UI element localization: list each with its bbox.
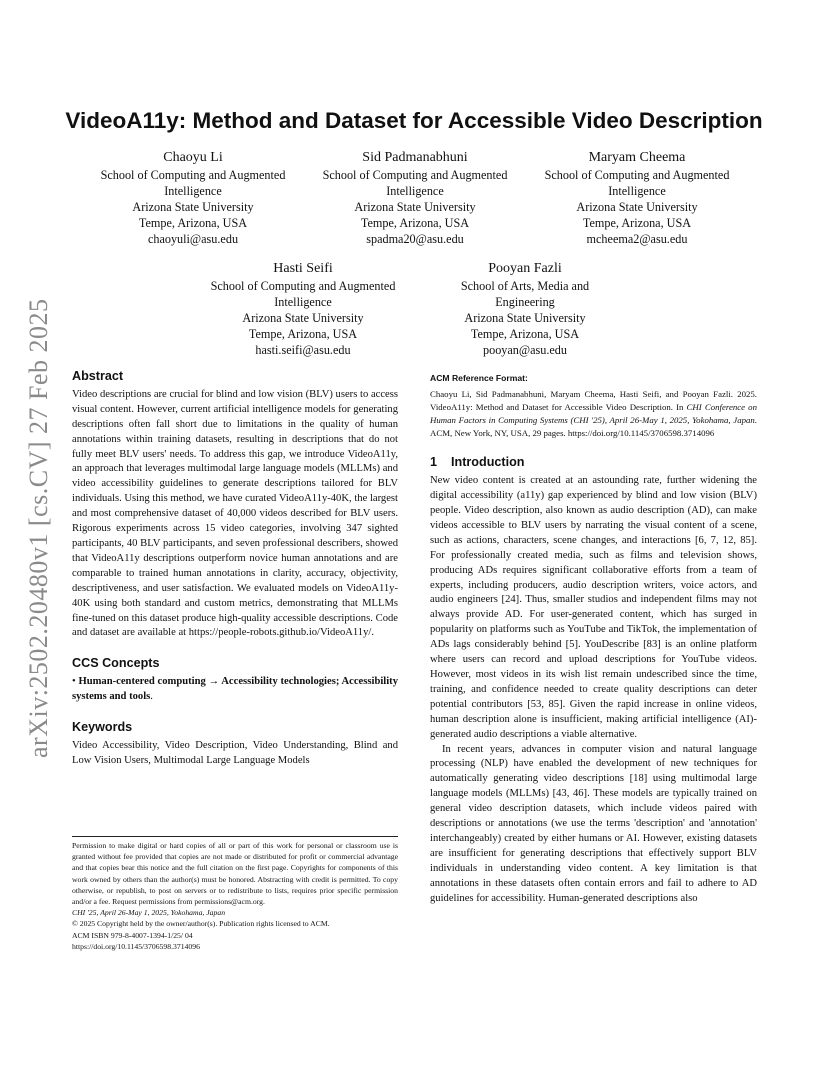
keywords-heading: Keywords — [72, 720, 133, 735]
acm-ref-authors: Chaoyu Li, Sid Padmanabhuni, Maryam Cheema, Hasti Seifi, and Pooyan Fazli. 2025. VideoA11y: Method and Dataset for Accessible Video Description. In — [430, 388, 757, 412]
author-email: hasti.seifi@asu.edu — [255, 343, 351, 357]
author-block — [528, 148, 746, 247]
introduction-heading — [430, 455, 757, 470]
author-name: Chaoyu Li — [163, 150, 223, 165]
author-name: Pooyan Fazli — [488, 261, 562, 276]
author-affiliation: School of Computing and Augmented — [322, 168, 508, 182]
author-affiliation: Intelligence — [164, 184, 222, 198]
author-university: Arizona State University — [242, 311, 364, 325]
abstract-heading: Abstract — [72, 369, 124, 383]
section-title: Introduction — [451, 455, 525, 470]
ccs-concept-terms: Human-centered computing → Accessibility technologies; Accessibility systems and tools — [72, 676, 398, 703]
ccs-heading: CCS Concepts — [72, 656, 160, 671]
author-name: Maryam Cheema — [588, 150, 686, 165]
keywords-text: Video Accessibility, Video Description, Video Understanding, Blind and Low Vision Users, Multimodal Large Language Models — [72, 739, 398, 766]
author-affiliation: School of Computing and Augmented — [100, 168, 286, 182]
author-block — [194, 259, 412, 358]
left-column — [72, 369, 398, 769]
author-affiliation: School of Arts, Media and — [460, 279, 590, 293]
author-location: Tempe, Arizona, USA — [582, 216, 692, 230]
author-block — [306, 148, 524, 247]
author-affiliation: Intelligence — [274, 295, 332, 309]
acm-reference-text — [430, 388, 757, 440]
author-name: Sid Padmanabhuni — [362, 150, 468, 165]
abstract-text: Video descriptions are crucial for blind and low vision (BLV) users to access visual content. However, current artificial intelligence models for generating descriptions often fall short due to limitations in the quality of human annotations within training datasets, resulting in descriptions that do not fully meet BLV users' needs. To address this gap, we introduce VideoA11y, an approach that leverages multimodal large language models (MLLMs) and video accessibility guidelines to generate descriptions tailored for BLV individuals. Using this method, we have curated VideoA11y-40K, the largest and most comprehensive dataset of 40,000 videos described for BLV users. Rigorous experiments across 15 video categories, involving 347 sighted participants, 40 BLV participants, and seven professional describers, showed that VideoA11y descriptions outperform novice human annotations and are comparable to trained human annotations in clarity, accuracy, objectivity, descriptiveness, and user satisfaction. We evaluated models on VideoA11y-40K using both standard and custom metrics, demonstrating that MLLMs fine-tuned on this dataset produce high-quality accessible descriptions. Code and dataset are available at https://people-robots.github.io/VideoA11y/. — [72, 388, 398, 639]
doi-line: https://doi.org/10.1145/3706598.3714096 — [72, 941, 200, 951]
ccs-concepts — [72, 675, 398, 705]
author-university: Arizona State University — [354, 200, 476, 214]
author-block — [416, 259, 634, 358]
author-email: mcheema2@asu.edu — [586, 232, 688, 246]
arxiv-stamp: arXiv:2502.20480v1 [cs.CV] 27 Feb 2025 — [24, 298, 53, 758]
author-location: Tempe, Arizona, USA — [470, 327, 580, 341]
author-name: Hasti Seifi — [273, 261, 333, 276]
author-university: Arizona State University — [464, 311, 586, 325]
acm-ref-publisher: . ACM, New York, NY, USA, 29 pages. https://doi.org/10.1145/3706598.3714096 — [430, 415, 757, 439]
author-affiliation: Intelligence — [608, 184, 666, 198]
author-affiliation: Engineering — [495, 295, 555, 309]
ccs-bullet: • — [72, 676, 76, 688]
author-affiliation: School of Computing and Augmented — [544, 168, 730, 182]
footnote-rule — [72, 836, 398, 837]
copyright-line: © 2025 Copyright held by the owner/author(s). Publication rights licensed to ACM. — [72, 919, 330, 929]
author-email: spadma20@asu.edu — [366, 232, 464, 246]
ccs-tail: . — [150, 691, 153, 703]
author-location: Tempe, Arizona, USA — [138, 216, 248, 230]
author-location: Tempe, Arizona, USA — [248, 327, 358, 341]
author-location: Tempe, Arizona, USA — [360, 216, 470, 230]
author-email: pooyan@asu.edu — [483, 343, 567, 357]
section-number: 1 — [430, 455, 438, 470]
permission-text: Permission to make digital or hard copies of all or part of this work for personal or classroom use is granted without fee provided that copies are not made or distributed for profit or commercial advantage and that copies bear this notice and the full citation on the first page. Copyrights for components of this work owned by others than the author(s) must be honored. Abstracting with credit is permitted. To copy otherwise, or republish, to post on servers or to redistribute to lists, requires prior specific permission and/or a fee. Request permissions from permissions@acm.org. — [72, 841, 398, 907]
author-university: Arizona State University — [576, 200, 698, 214]
right-column — [430, 371, 757, 906]
intro-paragraph: New video content is created at an astounding rate, further widening the digital accessibility (a11y) gap experienced by blind and low vision (BLV) people. Video description, also known as audio description (AD), can make videos accessible to BLV users by narrating the visual content of a scene, such as actions, characters, scene changes, and interactions [6, 7, 12, 85]. For professionally created media, such as films and television shows, producing ADs requires significant collaborative efforts from a team of experts, including producers, audio description writers, voice actors, and audio engineers [24]. Thus, smaller studios and independent films may not always provide AD. For user-generated content, which has surged in popularity on platforms such as YouTube and TikTok, the implementation of ADs lags considerably behind [5]. YouDescribe [83] is an online platform where users can record and upload descriptions for YouTube videos. However, most videos in its wish list remain undescribed since the time, training, and confidence needed to create quality descriptions can deter potential contributors [53, 85]. Given the rapid increase in online videos, human description alone is insufficient, making artificial intelligence (AI)-generated audio descriptions a viable alternative. — [430, 475, 757, 740]
permission-footnote — [72, 836, 398, 952]
author-university: Arizona State University — [132, 200, 254, 214]
author-affiliation: Intelligence — [386, 184, 444, 198]
acm-ref-venue: CHI Conference on Human Factors in Computing Systems (CHI '25), April 26-May 1, 2025, Yokohama, Japan — [430, 402, 757, 426]
acm-reference-heading: ACM Reference Format: — [430, 373, 528, 383]
author-email: chaoyuli@asu.edu — [147, 232, 239, 246]
intro-paragraph: In recent years, advances in computer vision and natural language processing (NLP) have enabled the development of new techniques for automatically generating video descriptions [18] using multimodal large language models (MLLMs) [43, 46]. These models are typically trained on general video description datasets, which include videos paired with descriptions or annotations (we use the terms 'description' and 'annotation' interchangeably) created by either humans or AI. However, existing datasets are insufficient for generating descriptions that effectively support BLV individuals in understanding video content. A key limitation is that annotations in these datasets often contain errors and fail to adhere to AD guidelines for accessibility. Human-generated descriptions also — [430, 743, 757, 904]
isbn-line: ACM ISBN 979-8-4007-1394-1/25/ 04 — [72, 930, 193, 940]
author-block — [84, 148, 302, 247]
paper-title: VideoA11y: Method and Dataset for Accessible Video Description — [65, 108, 763, 133]
author-affiliation: School of Computing and Augmented — [210, 279, 396, 293]
venue-line: CHI '25, April 26-May 1, 2025, Yokohama, Japan — [72, 908, 226, 918]
